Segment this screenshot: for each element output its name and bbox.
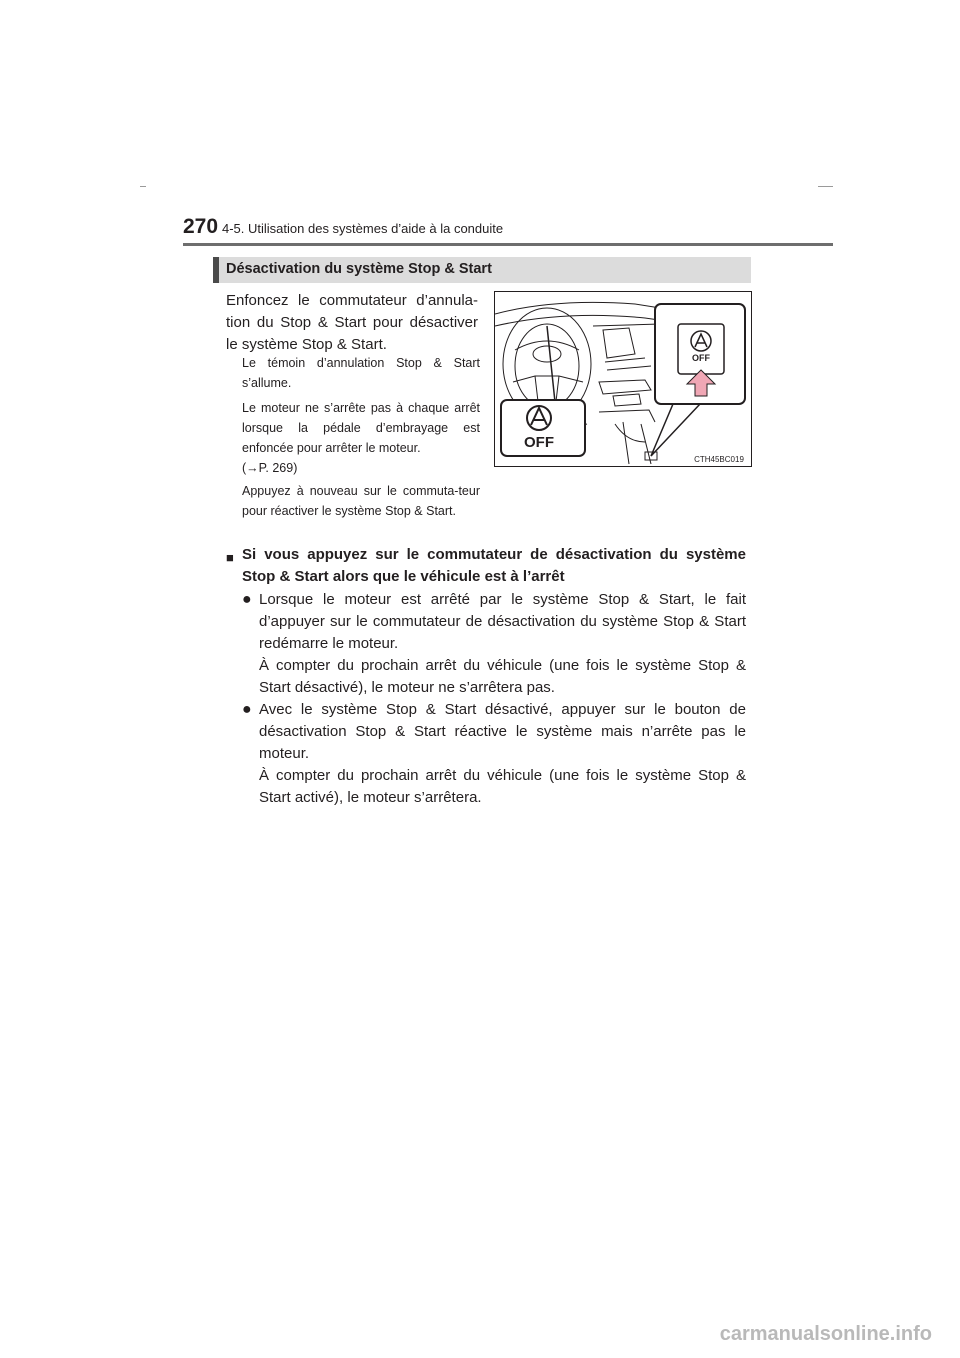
figure-code: CTH45BC019 <box>694 455 744 464</box>
dashboard-drawing <box>495 292 751 466</box>
note-reactivate: Appuyez à nouveau sur le commuta-teur pour réactiver le système Stop & Start. <box>242 484 480 518</box>
header-rule <box>183 243 833 246</box>
watermark: carmanualsonline.info <box>719 1323 932 1345</box>
switch-label-small: OFF <box>524 434 554 451</box>
section-heading <box>213 257 751 283</box>
section-heading-marker <box>213 257 219 283</box>
page-number: 270 <box>183 215 219 238</box>
dashboard-illustration <box>494 291 752 467</box>
bullet-text: Avec le système Stop & Start désactivé, appuyer sur le bouton de désactivation Stop & Start réactive le système mais n’arrête pas le moteur. <box>259 701 746 762</box>
subsection-marker: ■ <box>226 550 234 565</box>
note-page-reference: (→P. 269) <box>242 461 298 475</box>
section-title: Désactivation du système Stop & Start <box>226 261 492 277</box>
bullet-followup: À compter du prochain arrêt du véhicule (une fois le système Stop & Start activé), le moteur s’arrêtera. <box>259 767 746 806</box>
bullet-dot: ● <box>242 591 252 608</box>
bullet-followup: À compter du prochain arrêt du véhicule (une fois le système Stop & Start désactivé), le moteur ne s’arrêtera pas. <box>259 657 746 696</box>
subsection-heading <box>226 544 746 588</box>
running-head: 4-5. Utilisation des systèmes d’aide à la conduite <box>222 221 504 236</box>
crop-mark-left <box>140 186 146 187</box>
note-indicator: Le témoin d’annulation Stop & Start s’allume. <box>242 356 480 390</box>
crop-mark-right <box>818 186 833 187</box>
subsection-title: Si vous appuyez sur le commutateur de désactivation du système Stop & Start alors que le véhicule est à l’arrêt <box>242 546 746 585</box>
bullet-item-restart <box>242 589 746 699</box>
bullet-item-reactivate <box>242 699 746 809</box>
switch-label-large: OFF <box>692 353 710 363</box>
note-engine: Le moteur ne s’arrête pas à chaque arrêt lorsque la pédale d’embrayage est enfoncée pour arrêter le moteur. <box>242 401 480 455</box>
bullet-dot: ● <box>242 701 252 718</box>
bullet-text: Lorsque le moteur est arrêté par le système Stop & Start, le fait d’appuyer sur le commutateur de désactivation du système Stop & Start redémarre le moteur. <box>259 591 746 652</box>
intro-paragraph: Enfoncez le commutateur d’annula-tion du Stop & Start pour désactiver le système Stop & Start. <box>226 292 478 353</box>
